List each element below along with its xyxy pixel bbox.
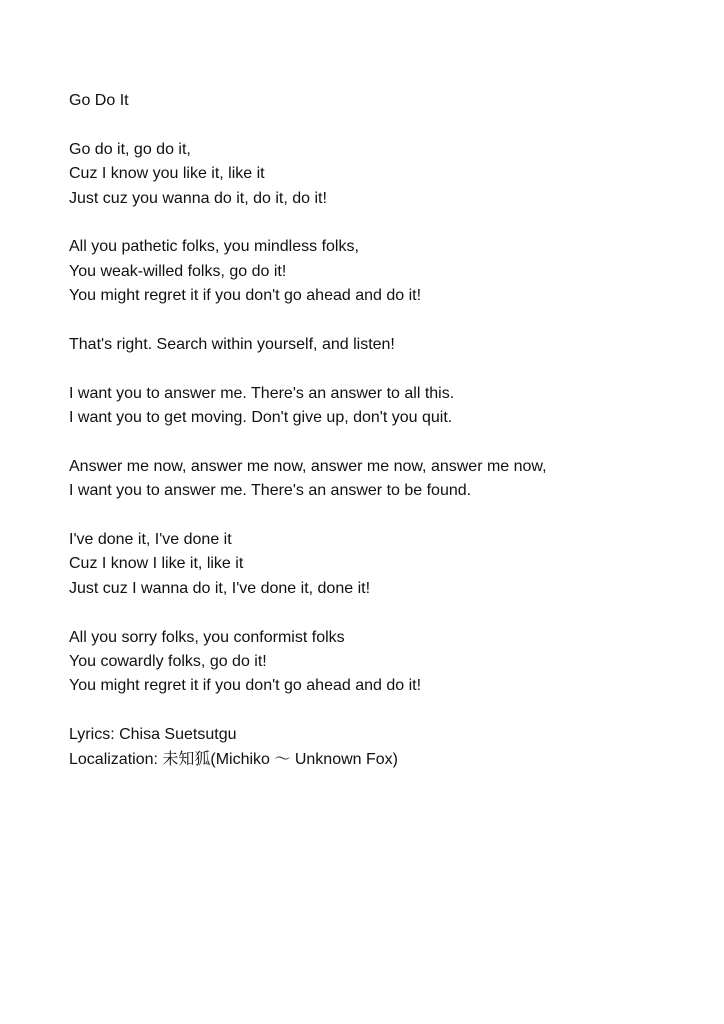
stanza-gap — [69, 601, 689, 625]
stanza-7 — [69, 626, 689, 699]
credits — [69, 723, 689, 772]
stanza-3 — [69, 333, 689, 357]
lyric-line: I've done it, I've done it — [69, 531, 232, 549]
lyrics-credit: Lyrics: Chisa Suetsutgu — [69, 726, 237, 744]
stanza-1 — [69, 138, 689, 211]
stanza-gap — [69, 113, 689, 137]
lyric-line: That's right. Search within yourself, and listen! — [69, 335, 395, 353]
lyric-line: You might regret it if you don't go ahead and do it! — [69, 677, 422, 695]
stanza-2 — [69, 235, 689, 308]
lyric-line: Just cuz you wanna do it, do it, do it! — [69, 189, 327, 207]
lyric-line: Cuz I know I like it, like it — [69, 555, 244, 573]
stanza-gap — [69, 699, 689, 723]
lyric-line: You cowardly folks, go do it! — [69, 652, 267, 670]
lyric-line: Answer me now, answer me now, answer me now, answer me now, — [69, 457, 547, 475]
lyric-line: You might regret it if you don't go ahead and do it! — [69, 287, 422, 305]
lyric-line: I want you to get moving. Don't give up, don't you quit. — [69, 409, 453, 427]
localization-credit: Localization: 未知狐(Michiko 〜 Unknown Fox) — [69, 750, 398, 768]
stanza-6 — [69, 528, 689, 601]
stanza-gap — [69, 357, 689, 381]
stanza-4 — [69, 382, 689, 431]
song-title: Go Do It — [69, 92, 129, 109]
stanza-gap — [69, 211, 689, 235]
stanza-5 — [69, 455, 689, 504]
lyric-line: I want you to answer me. There's an answer to all this. — [69, 384, 455, 402]
stanza-gap — [69, 504, 689, 528]
lyric-line: All you sorry folks, you conformist folks — [69, 628, 345, 646]
lyric-line: You weak-willed folks, go do it! — [69, 262, 287, 280]
stanza-gap — [69, 309, 689, 333]
lyric-line: Go do it, go do it, — [69, 140, 191, 158]
lyric-line: All you pathetic folks, you mindless folks, — [69, 238, 359, 256]
lyric-line: I want you to answer me. There's an answer to be found. — [69, 482, 472, 500]
lyrics-document — [69, 89, 689, 772]
lyric-line: Cuz I know you like it, like it — [69, 165, 265, 183]
stanza-gap — [69, 430, 689, 454]
lyric-line: Just cuz I wanna do it, I've done it, done it! — [69, 579, 371, 597]
